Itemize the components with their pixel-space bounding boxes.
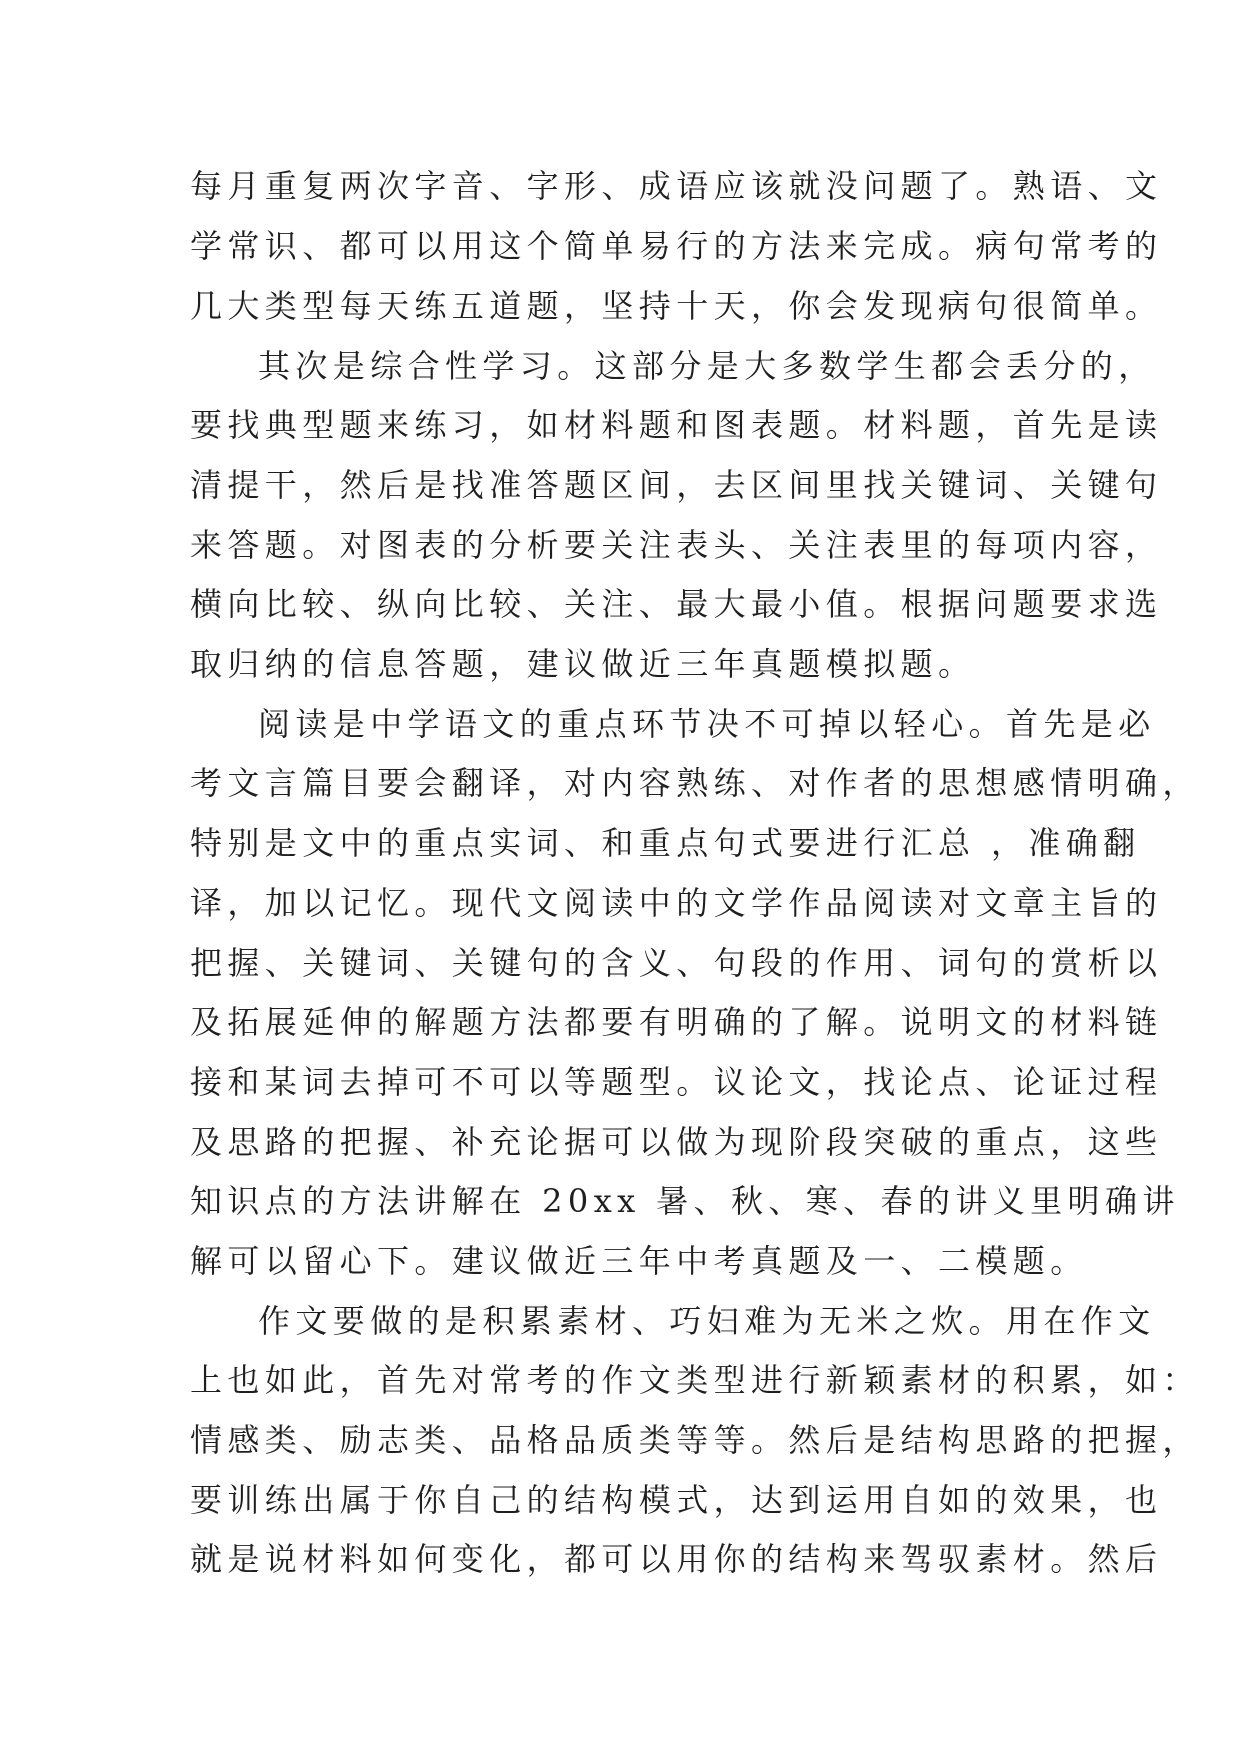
text-line: 要训练出属于你自己的结构模式，达到运用自如的效果，也 — [190, 1481, 1163, 1519]
text-line: 横向比较、纵向比较、关注、最大最小值。根据问题要求选 — [190, 585, 1163, 623]
text-line: 学常识、都可以用这个简单易行的方法来完成。病句常考的 — [190, 227, 1163, 265]
text-line: 几大类型每天练五道题，坚持十天，你会发现病句很简单。 — [190, 287, 1163, 325]
text-line: 把握、关键词、关键句的含义、句段的作用、词句的赏析以 — [190, 944, 1163, 982]
text-line: 要找典型题来练习，如材料题和图表题。材料题，首先是读 — [190, 406, 1163, 444]
paragraph-first-line: 作文要做的是积累素材、巧妇难为无米之炊。用在作文 — [258, 1302, 1156, 1340]
text-line: 情感类、励志类、品格品质类等等。然后是结构思路的把握， — [190, 1421, 1200, 1459]
text-line: 每月重复两次字音、字形、成语应该就没问题了。熟语、文 — [190, 167, 1163, 205]
text-line: 清提干，然后是找准答题区间，去区间里找关键词、关键句 — [190, 466, 1163, 504]
paragraph-first-line: 阅读是中学语文的重点环节决不可掉以轻心。首先是必 — [258, 705, 1156, 743]
text-line: 特别是文中的重点实词、和重点句式要进行汇总 ，准确翻 — [190, 824, 1141, 862]
text-line: 知识点的方法讲解在 20xx 暑、秋、寒、春的讲义里明确讲 — [190, 1182, 1180, 1220]
text-line: 及思路的把握、补充论据可以做为现阶段突破的重点，这些 — [190, 1123, 1163, 1161]
text-line: 及拓展延伸的解题方法都要有明确的了解。说明文的材料链 — [190, 1003, 1163, 1041]
text-line: 解可以留心下。建议做近三年中考真题及一、二模题。 — [190, 1242, 1088, 1280]
text-line: 取归纳的信息答题，建议做近三年真题模拟题。 — [190, 645, 976, 683]
text-line: 接和某词去掉可不可以等题型。议论文，找论点、论证过程 — [190, 1063, 1163, 1101]
text-line: 译，加以记忆。现代文阅读中的文学作品阅读对文章主旨的 — [190, 884, 1163, 922]
text-line: 来答题。对图表的分析要关注表头、关注表里的每项内容， — [190, 526, 1163, 564]
text-line: 上也如此，首先对常考的作文类型进行新颖素材的积累，如： — [190, 1361, 1200, 1399]
text-line: 就是说材料如何变化，都可以用你的结构来驾驭素材。然后 — [190, 1540, 1163, 1578]
text-line: 考文言篇目要会翻译，对内容熟练、对作者的思想感情明确， — [190, 764, 1200, 802]
paragraph-first-line: 其次是综合性学习。这部分是大多数学生都会丢分的， — [258, 347, 1156, 385]
